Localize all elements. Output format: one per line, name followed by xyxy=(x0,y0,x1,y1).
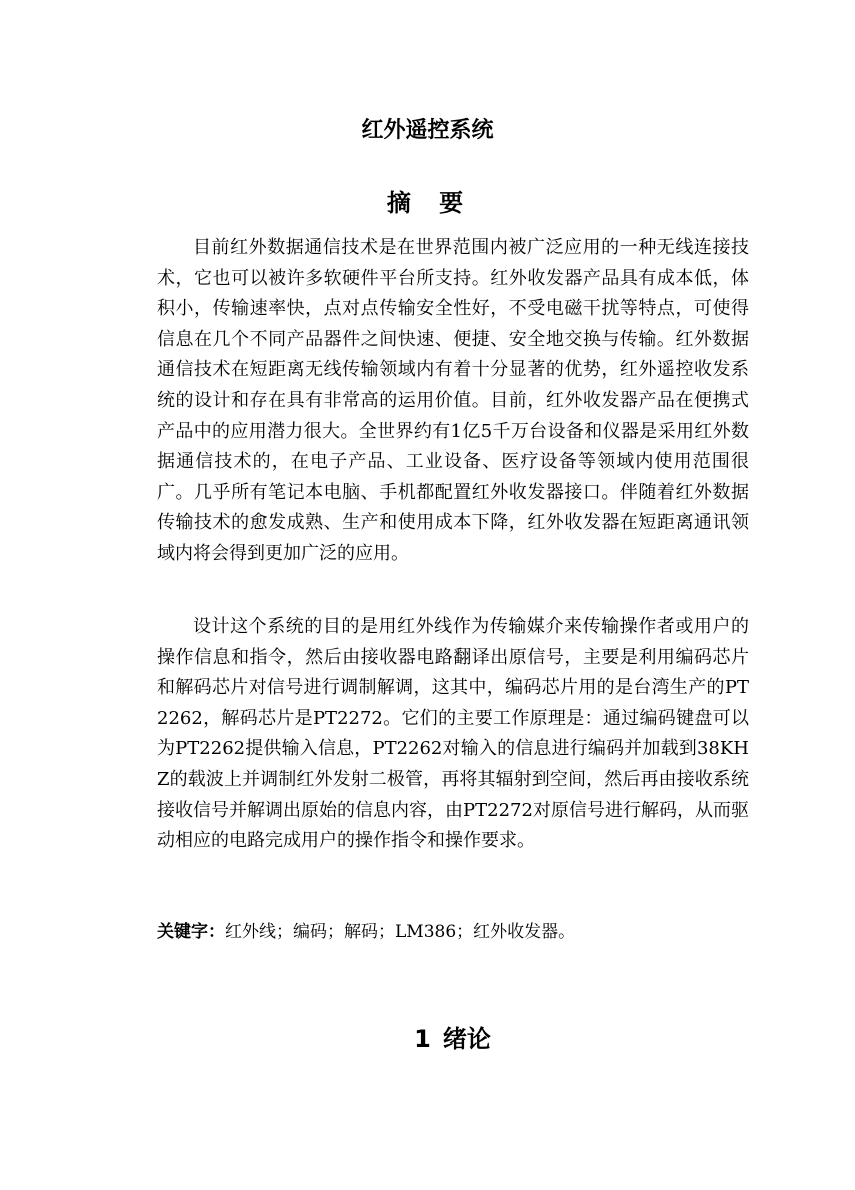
keywords-text: 红外线；编码；解码；LM386；红外收发器。 xyxy=(225,922,576,942)
document-title: 红外遥控系统 xyxy=(361,118,494,143)
keywords-line xyxy=(157,918,757,946)
abstract-paragraph-1: 目前红外数据通信技术是在世界范围内被广泛应用的一种无线连接技术，它也可以被许多软硬件平台所支持。红外收发器产品具有成本低，体积小，传输速率快，点对点传输安全性好，不受电磁干扰等特点，可使得信息在几个不同产品器件之间快速、便捷、安全地交换与传输。红外数据通信技术在短距离无线传输领域内有着十分显著的优势，红外遥控收发系统的设计和存在具有非常高的运用价值。目前，红外收发器产品在便携式产品中的应用潜力很大。全世界约有1亿5千万台设备和仪器是采用红外数据通信技术的，在电子产品、工业设备、医疗设备等领域内使用范围很广。几乎所有笔记本电脑、手机都配置红外收发器接口。伴随着红外数据传输技术的愈发成熟、生产和使用成本下降，红外收发器在短距离通讯领域内将会得到更加广泛的应用。 xyxy=(157,237,749,564)
chapter-heading xyxy=(0,1022,855,1056)
chapter-title: 绪论 xyxy=(442,1025,491,1053)
keywords-label: 关键字： xyxy=(157,922,225,942)
chapter-number: 1 xyxy=(414,1025,431,1053)
abstract-paragraph-2: 设计这个系统的目的是用红外线作为传输媒介来传输操作者或用户的操作信息和指令，然后由接收器电路翻译出原信号，主要是利用编码芯片和解码芯片对信号进行调制解调，这其中，编码芯片用的是台湾生产的PT2262，解码芯片是PT2272。它们的主要工作原理是：通过编码键盘可以为PT2262提供输入信息，PT2262对输入的信息进行编码并加载到38KHZ的载波上并调制红外发射二极管，再将其辐射到空间，然后再由接收系统接收信号并解调出原始的信息内容，由PT2272对原信号进行解码，从而驱动相应的电路完成用户的操作指令和操作要求。 xyxy=(157,616,749,852)
abstract-heading: 摘 要 xyxy=(386,189,474,217)
